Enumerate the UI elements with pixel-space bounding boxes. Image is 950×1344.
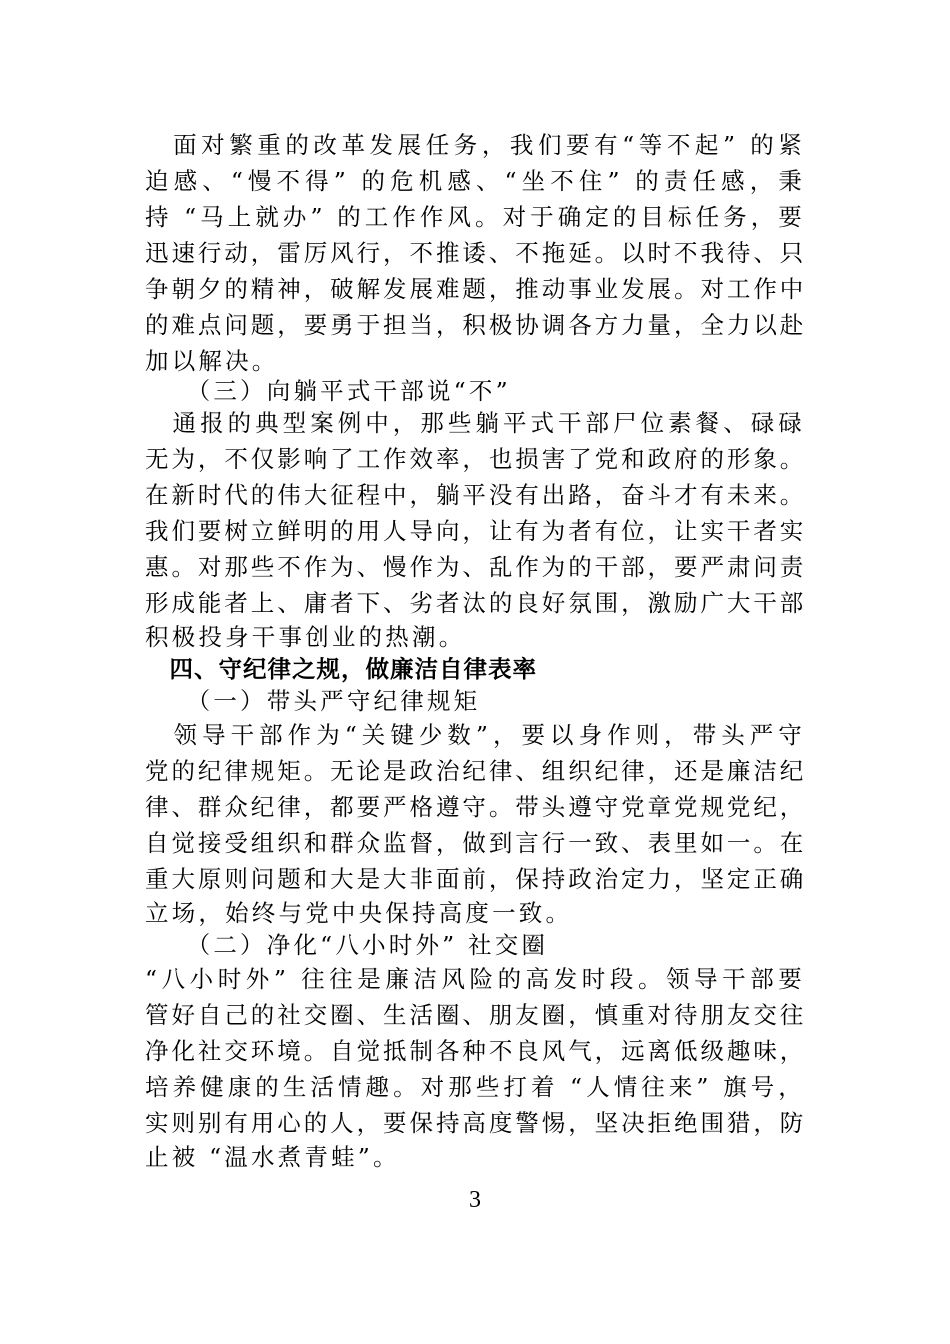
text-line: 党的纪律规矩。无论是政治纪律、组织纪律，还是廉洁纪 [145, 757, 807, 785]
text-line: 形成能者上、庸者下、劣者汰的良好氛围，激励广大干部 [145, 589, 807, 617]
subsection-heading: （一）带头严守纪律规矩 [145, 687, 481, 715]
section-heading: 四、守纪律之规，做廉洁自律表率 [145, 655, 537, 683]
text-line: 立场，始终与党中央保持高度一致。 [145, 899, 573, 927]
text-line: 领导干部作为“关键少数”，要以身作则，带头严守 [145, 721, 805, 749]
text-line: 迫感、“慢不得” 的危机感、“坐不住” 的责任感，秉 [145, 167, 805, 195]
text-line: 惠。对那些不作为、慢作为、乱作为的干部，要严肃问责 [145, 553, 807, 581]
text-line: 面对繁重的改革发展任务，我们要有“等不起” 的紧 [145, 131, 805, 159]
text-line: 积极投身干事创业的热潮。 [145, 623, 466, 651]
text-line: 律、群众纪律，都要严格遵守。带头遵守党章党规党纪， [145, 793, 807, 821]
text-line: 管好自己的社交圈、生活圈、朋友圈，慎重对待朋友交往 [145, 1001, 807, 1029]
subsection-heading: （三）向躺平式干部说“不” [145, 377, 511, 405]
text-line: “八小时外” 往往是廉洁风险的高发时段。领导干部要 [145, 965, 805, 993]
text-line: 培养健康的生活情趣。对那些打着 “人情往来” 旗号， [145, 1073, 805, 1101]
text-line: 加以解决。 [145, 347, 279, 375]
text-line: 持 “马上就办” 的工作作风。对于确定的目标任务，要 [145, 203, 805, 231]
text-line: 的难点问题，要勇于担当，积极协调各方力量，全力以赴 [145, 311, 807, 339]
page-number: 3 [469, 1187, 481, 1213]
text-line: 重大原则问题和大是大非面前，保持政治定力，坚定正确 [145, 865, 807, 893]
text-line: 止被 “温水煮青蛙”。 [145, 1143, 400, 1171]
subsection-heading: （二）净化“八小时外” 社交圈 [145, 931, 549, 959]
text-line: 争朝夕的精神，破解发展难题，推动事业发展。对工作中 [145, 275, 807, 303]
text-line: 无为，不仅影响了工作效率，也损害了党和政府的形象。 [145, 445, 807, 473]
text-line: 通报的典型案例中，那些躺平式干部尸位素餐、碌碌 [145, 409, 805, 437]
text-line: 自觉接受组织和群众监督，做到言行一致、表里如一。在 [145, 829, 807, 857]
text-line: 我们要树立鲜明的用人导向，让有为者有位，让实干者实 [145, 517, 807, 545]
text-line: 净化社交环境。自觉抵制各种不良风气，远离低级趣味， [145, 1037, 807, 1065]
text-line: 迅速行动，雷厉风行，不推诿、不拖延。以时不我待、只 [145, 239, 807, 267]
text-line: 实则别有用心的人，要保持高度警惕，坚决拒绝围猎，防 [145, 1109, 807, 1137]
text-line: 在新时代的伟大征程中，躺平没有出路，奋斗才有未来。 [145, 481, 807, 509]
